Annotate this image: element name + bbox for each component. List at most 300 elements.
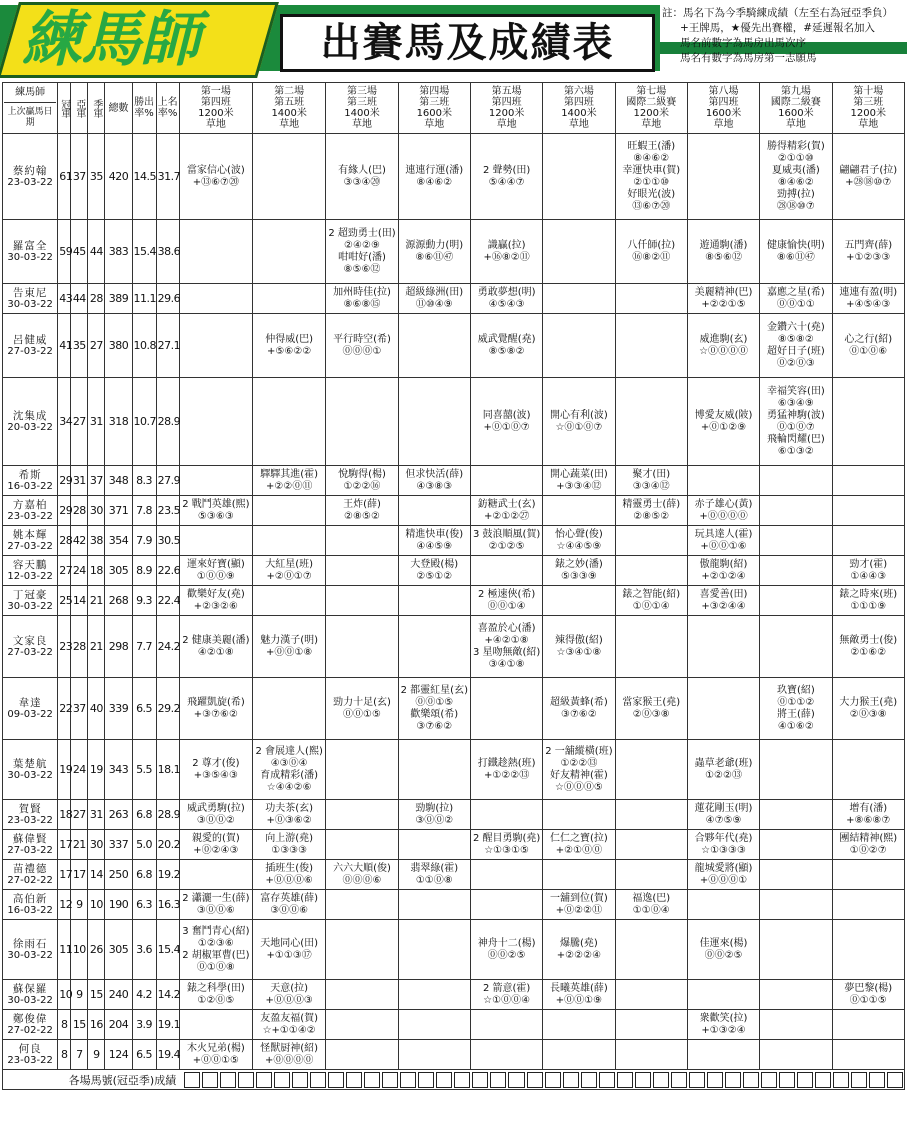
last-win-date: 30-03-22 [7, 299, 53, 310]
horse-record: +②②⓪⑪ [266, 480, 313, 492]
result-box[interactable] [418, 1072, 434, 1088]
race-entry-cell [760, 220, 832, 284]
race-entry-cell [615, 860, 687, 890]
horse-name: 歡樂頌(希) [410, 708, 459, 720]
horse-name: 2 聲勢(田) [482, 164, 531, 176]
race-entry-cell [832, 800, 904, 830]
race-header [326, 83, 398, 134]
horse-record: ③④①⑧ [488, 658, 525, 670]
result-box[interactable] [833, 1072, 849, 1088]
horse-record: ②⑧⑤② [633, 510, 670, 522]
result-box[interactable] [382, 1072, 398, 1088]
stat-w3: 10 [88, 890, 105, 920]
horse-record: ⓪⓪⓪⑥ [342, 874, 382, 886]
horse-record: ⑧⑥⑧⑮ [343, 298, 381, 310]
race-entry-cell [760, 466, 832, 496]
horse-record: ⑥①③② [777, 445, 814, 457]
trainer-cell [3, 980, 58, 1010]
result-box[interactable] [635, 1072, 651, 1088]
race-cls: 國際二級賽 [626, 97, 677, 108]
horse-name: 3 奮鬥青心(紹) [182, 925, 250, 937]
horse-record: ☆①③③③ [701, 844, 746, 856]
result-box[interactable] [779, 1072, 795, 1088]
race-entry-cell [543, 860, 615, 890]
race-entry-cell [615, 830, 687, 860]
stat-pr: 28.9 [156, 800, 179, 830]
race-entry-cell [760, 378, 832, 466]
horse-name: 2 都靈紅星(玄) [400, 684, 468, 696]
horse-record: ⓪①①⑤ [849, 994, 887, 1006]
horse-record: +⑤⑥②② [267, 345, 312, 357]
race-entry-cell [179, 496, 252, 526]
trainer-cell [3, 284, 58, 314]
race-cls: 第五班 [274, 97, 305, 108]
race-entry-cell [470, 890, 542, 920]
race-entry-cell [253, 134, 326, 220]
race-entry-cell [398, 1040, 470, 1070]
horse-record: ⓪⓪①⑤ [415, 696, 454, 708]
last-win-date: 27-02-22 [7, 1025, 53, 1036]
horse-name: 錶之智能(紹) [622, 588, 681, 600]
horse-name: 打鐵趁熱(班) [477, 757, 536, 769]
stat-pr: 27.1 [156, 314, 179, 378]
result-box[interactable] [707, 1072, 723, 1088]
race-entry-cell [179, 980, 252, 1010]
stat-pr: 20.2 [156, 830, 179, 860]
result-box[interactable] [292, 1072, 308, 1088]
stat-wr: 7.8 [132, 496, 156, 526]
horse-name: 當家信心(波) [186, 164, 245, 176]
stat-total: 371 [105, 496, 132, 526]
race-entry-cell [760, 830, 832, 860]
horse-record: +⓪⓪①⑥ [700, 540, 747, 552]
horse-name: 赤子雄心(黃) [694, 498, 753, 510]
horse-record: ①⓪②⑦ [849, 844, 887, 856]
stat-w3: 44 [88, 220, 105, 284]
horse-name: 咁咁好(潘) [338, 251, 386, 263]
summary-label: 各場馬號(冠亞季)成績 [3, 1070, 180, 1090]
result-box[interactable] [761, 1072, 777, 1088]
race-surf: 草地 [496, 119, 517, 130]
result-box[interactable] [653, 1072, 669, 1088]
trainer-cell [3, 526, 58, 556]
horse-record: ①②②⑯ [343, 480, 381, 492]
stat-w1: 22 [58, 678, 71, 740]
race-entry-cell [760, 890, 832, 920]
stat-w2: 24 [71, 556, 88, 586]
horse-record: ①②③⑥ [197, 937, 234, 949]
result-box[interactable] [238, 1072, 254, 1088]
race-entry-cell [687, 496, 759, 526]
stat-pr: 29.6 [156, 284, 179, 314]
trainer-name: 賀賢 [18, 803, 42, 815]
stat-total: 383 [105, 220, 132, 284]
horse-record: ④②①⑧ [197, 646, 234, 658]
last-win-date: 27-03-22 [7, 647, 53, 658]
race-cls: 國際二級賽 [770, 97, 821, 108]
horse-record: ③⓪⓪② [196, 814, 235, 826]
stat-wr: 8.9 [132, 556, 156, 586]
race-entry-cell [253, 830, 326, 860]
race-surf: 草地 [568, 119, 589, 130]
horse-name: 怪獸厨神(紹) [260, 1042, 319, 1054]
header-winrate: 勝出率% [132, 83, 156, 134]
horse-name: 增有(潘) [849, 802, 888, 814]
race-cls: 第四班 [491, 97, 522, 108]
trainer-cell [3, 496, 58, 526]
race-entry-cell [615, 284, 687, 314]
race-no: 第二場 [274, 86, 305, 97]
horse-name: 聚才(田) [632, 468, 671, 480]
trainer-table [2, 82, 905, 1090]
result-box[interactable] [310, 1072, 326, 1088]
last-win-date: 23-03-22 [7, 177, 53, 188]
horse-name: 無敵勇士(俊) [839, 634, 898, 646]
horse-name: 五門齊(薛) [844, 239, 893, 251]
stat-pr: 24.2 [156, 616, 179, 678]
race-entry-cell [615, 1040, 687, 1070]
race-dist: 1200米 [198, 108, 234, 119]
horse-record: +①③②④ [701, 1024, 746, 1036]
result-box[interactable] [869, 1072, 885, 1088]
race-entry-cell [543, 890, 615, 920]
horse-record: ③③④⑫ [632, 480, 670, 492]
horse-record: ⑥③④⑨ [777, 397, 814, 409]
horse-name: 天地同心(田) [260, 937, 319, 949]
stat-wr: 5.0 [132, 830, 156, 860]
horse-name: 勁才(霍) [849, 558, 888, 570]
stat-w1: 25 [58, 586, 71, 616]
horse-name: 開心蔬菜(田) [550, 468, 608, 480]
race-entry-cell [398, 378, 470, 466]
horse-name: 2 健康美麗(潘) [182, 634, 250, 646]
stat-w1: 8 [58, 1040, 71, 1070]
horse-name: 插班生(俊) [265, 862, 314, 874]
race-entry-cell [687, 860, 759, 890]
horse-record: ☆⓪①⓪⑦ [555, 421, 603, 433]
race-entry-cell [760, 496, 832, 526]
race-entry-cell [326, 556, 398, 586]
race-entry-cell [253, 284, 326, 314]
result-box[interactable] [887, 1072, 903, 1088]
horse-name: 團結精神(熙) [839, 832, 898, 844]
race-entry-cell [543, 220, 615, 284]
horse-name: 友盈友福(賀) [260, 1012, 319, 1024]
race-entry-cell [326, 496, 398, 526]
race-cls: 第四班 [708, 97, 739, 108]
table-row [3, 284, 905, 314]
stat-w2: 31 [71, 466, 88, 496]
horse-name: 親愛的(賀) [191, 832, 240, 844]
horse-record: +㉘⑱⑩⑦ [845, 176, 892, 188]
result-box[interactable] [184, 1072, 200, 1088]
stat-wr: 7.7 [132, 616, 156, 678]
table-row [3, 466, 905, 496]
header-trainer: 練馬師 上次贏馬日期 [3, 83, 58, 134]
race-entry-cell [687, 890, 759, 920]
race-entry-cell [179, 378, 252, 466]
race-entry-cell [687, 526, 759, 556]
horse-name: 2 極速俠(希) [477, 588, 536, 600]
logo-text: 練馬師 [22, 5, 199, 75]
race-entry-cell [398, 526, 470, 556]
race-entry-cell [326, 1040, 398, 1070]
horse-record: ⑧④⑥② [777, 176, 814, 188]
result-box[interactable] [436, 1072, 452, 1088]
horse-name: 運來好寶(顯) [186, 558, 245, 570]
stat-total: 268 [105, 586, 132, 616]
table-row [3, 616, 905, 678]
trainer-cell [3, 800, 58, 830]
table-row [3, 314, 905, 378]
race-entry-cell [832, 920, 904, 980]
table-row [3, 800, 905, 830]
result-box[interactable] [599, 1072, 615, 1088]
result-box[interactable] [563, 1072, 579, 1088]
race-dist: 1600米 [705, 108, 742, 119]
stat-wr: 15.4 [132, 220, 156, 284]
result-box[interactable] [617, 1072, 633, 1088]
race-entry-cell [470, 860, 542, 890]
race-entry-cell [253, 556, 326, 586]
horse-record: +⓪⓪①⑤ [192, 1054, 240, 1066]
result-box[interactable] [527, 1072, 543, 1088]
race-entry-cell [253, 314, 326, 378]
last-win-date: 30-03-22 [7, 995, 53, 1006]
result-box[interactable] [508, 1072, 524, 1088]
stat-w2: 10 [71, 920, 88, 980]
horse-name: 同喜囍(波) [482, 409, 531, 421]
stat-pr: 18.1 [156, 740, 179, 800]
horse-name: 喜盈於心(潘) [477, 622, 536, 634]
race-entry-cell [398, 860, 470, 890]
race-entry-cell [760, 1010, 832, 1040]
result-box[interactable] [454, 1072, 470, 1088]
result-box[interactable] [220, 1072, 236, 1088]
race-entry-cell [179, 800, 252, 830]
horse-name: 2 會展達人(熙) [255, 745, 323, 757]
race-entry-cell [687, 220, 759, 284]
result-box[interactable] [346, 1072, 362, 1088]
horse-name: 錶之時來(班) [839, 588, 898, 600]
stat-w2: 14 [71, 586, 88, 616]
summary-row [3, 1070, 905, 1090]
race-cls: 第三班 [419, 97, 450, 108]
result-box[interactable] [743, 1072, 759, 1088]
race-entry-cell [179, 134, 252, 220]
horse-name: 健康愉快(明) [766, 239, 825, 251]
horse-name: 博愛友威(陂) [694, 409, 753, 421]
horse-record: ⑧⑥⑪㊼ [776, 251, 815, 263]
stat-total: 298 [105, 616, 132, 678]
stat-w2: 15 [71, 1010, 88, 1040]
trainer-cell [3, 556, 58, 586]
race-entry-cell [398, 920, 470, 980]
stat-pr: 22.4 [156, 586, 179, 616]
race-entry-cell [615, 314, 687, 378]
horse-record: +②②①⑤ [701, 298, 746, 310]
last-win-date: 30-03-22 [7, 252, 53, 263]
race-header [832, 83, 904, 134]
stat-pr: 19.4 [156, 1040, 179, 1070]
race-entry-cell [253, 220, 326, 284]
last-win-date: 23-03-22 [7, 1055, 53, 1066]
trainer-cell [3, 1010, 58, 1040]
stat-w3: 27 [88, 314, 105, 378]
stat-wr: 6.5 [132, 678, 156, 740]
race-dist: 1200米 [850, 108, 886, 119]
result-box[interactable] [815, 1072, 831, 1088]
horse-record: ③⓪⓪⑥ [270, 904, 309, 916]
trainer-name: 文家良 [12, 635, 48, 647]
race-entry-cell [253, 890, 326, 920]
horse-record: +①②②⑬ [483, 769, 530, 781]
race-entry-cell [615, 678, 687, 740]
stat-w2: 21 [71, 830, 88, 860]
trainer-cell [3, 860, 58, 890]
race-entry-cell [326, 860, 398, 890]
summary-boxes [179, 1070, 904, 1090]
race-no: 第七場 [636, 86, 667, 97]
trainer-name: 苗禮德 [12, 863, 48, 875]
result-box[interactable] [725, 1072, 741, 1088]
trainer-name: 何良 [18, 1043, 42, 1055]
horse-name: 一舖到位(賀) [550, 892, 608, 904]
last-win-date: 30-03-22 [7, 601, 53, 612]
race-entry-cell [326, 830, 398, 860]
stat-w2: 37 [71, 134, 88, 220]
horse-name: 傲龍駒(紹) [699, 558, 748, 570]
race-entry-cell [832, 860, 904, 890]
horse-name: 精進快車(俊) [405, 528, 464, 540]
horse-record: ③③④⑳ [343, 176, 381, 188]
horse-record: +④⑤④③ [846, 298, 891, 310]
result-box[interactable] [364, 1072, 380, 1088]
table-row [3, 526, 905, 556]
race-no: 第九場 [780, 86, 811, 97]
race-entry-cell [687, 616, 759, 678]
stat-w3: 15 [88, 980, 105, 1010]
stat-w1: 17 [58, 830, 71, 860]
stat-w2: 37 [71, 678, 88, 740]
race-entry-cell [470, 616, 542, 678]
result-box[interactable] [274, 1072, 290, 1088]
race-entry-cell [398, 740, 470, 800]
result-box[interactable] [400, 1072, 416, 1088]
race-dist: 1400米 [344, 108, 380, 119]
race-entry-cell [398, 800, 470, 830]
horse-record: ①②⓪⑤ [197, 994, 235, 1006]
stat-w1: 27 [58, 556, 71, 586]
race-header [687, 83, 759, 134]
last-win-date: 16-03-22 [7, 905, 53, 916]
result-box[interactable] [671, 1072, 687, 1088]
stat-w3: 21 [88, 616, 105, 678]
result-boxes [180, 1072, 903, 1088]
stat-w2: 27 [71, 800, 88, 830]
stat-pr: 19.2 [156, 860, 179, 890]
result-box[interactable] [202, 1072, 218, 1088]
result-box[interactable] [581, 1072, 597, 1088]
race-entry-cell [832, 284, 904, 314]
result-box[interactable] [851, 1072, 867, 1088]
horse-name: 八仟師(拉) [627, 239, 676, 251]
race-entry-cell [179, 556, 252, 586]
stat-wr: 6.3 [132, 890, 156, 920]
result-box[interactable] [256, 1072, 272, 1088]
last-win-date: 09-03-22 [7, 709, 53, 720]
trainer-name: 容天鵬 [12, 559, 48, 571]
stat-total: 420 [105, 134, 132, 220]
horse-record: ①③③③ [271, 844, 308, 856]
horse-name: 精靈勇士(薛) [622, 498, 681, 510]
result-box[interactable] [545, 1072, 561, 1088]
race-entry-cell [326, 134, 398, 220]
horse-name: 源源動力(明) [405, 239, 464, 251]
horse-record: +⓪①②⑨ [700, 421, 747, 433]
race-entry-cell [832, 616, 904, 678]
race-entry-cell [760, 284, 832, 314]
horse-record: ⓪⓪①⑤ [343, 708, 381, 720]
trainer-cell [3, 134, 58, 220]
result-box[interactable] [490, 1072, 506, 1088]
trainer-cell [3, 1040, 58, 1070]
race-entry-cell [326, 800, 398, 830]
race-entry-cell [253, 586, 326, 616]
race-entry-cell [470, 314, 542, 378]
race-entry-cell [760, 586, 832, 616]
horse-record: +②①②④ [701, 570, 746, 582]
result-box[interactable] [472, 1072, 488, 1088]
race-entry-cell [470, 378, 542, 466]
race-entry-cell [615, 616, 687, 678]
trainer-name: 丁冠豪 [12, 589, 48, 601]
last-win-date: 30-03-22 [7, 770, 53, 781]
horse-name: 開心有利(波) [550, 409, 608, 421]
horse-record: ⑧⑤⑥⑫ [705, 251, 742, 263]
result-box[interactable] [689, 1072, 705, 1088]
horse-record: ②⑧⑤② [344, 510, 380, 522]
horse-record: ①①⓪⑧ [415, 874, 453, 886]
race-entry-cell [687, 284, 759, 314]
result-box[interactable] [797, 1072, 813, 1088]
race-entry-cell [179, 314, 252, 378]
race-entry-cell [326, 920, 398, 980]
stat-w3: 31 [88, 378, 105, 466]
trainer-name: 蘇偉賢 [12, 833, 48, 845]
horse-record: ①②②⑬ [560, 757, 598, 769]
race-entry-cell [398, 496, 470, 526]
race-entry-cell [470, 134, 542, 220]
result-box[interactable] [328, 1072, 344, 1088]
horse-record: +③⑤④③ [193, 769, 238, 781]
race-entry-cell [470, 586, 542, 616]
horse-record: ④④⑤⑨ [416, 540, 453, 552]
horse-name: 長曦英雄(薛) [550, 982, 608, 994]
horse-name: 好友精神(霍) [550, 769, 608, 781]
race-entry-cell [326, 284, 398, 314]
stat-wr: 10.7 [132, 378, 156, 466]
horse-name: 勝得精彩(賀) [766, 140, 825, 152]
horse-record: ②④②⑨ [344, 239, 380, 251]
race-entry-cell [398, 890, 470, 920]
horse-name: 大力猴王(堯) [839, 696, 898, 708]
race-entry-cell [253, 496, 326, 526]
race-surf: 草地 [641, 119, 662, 130]
trainer-cell [3, 586, 58, 616]
horse-record: ④③⓪④ [270, 757, 308, 769]
stat-w2: 9 [71, 980, 88, 1010]
